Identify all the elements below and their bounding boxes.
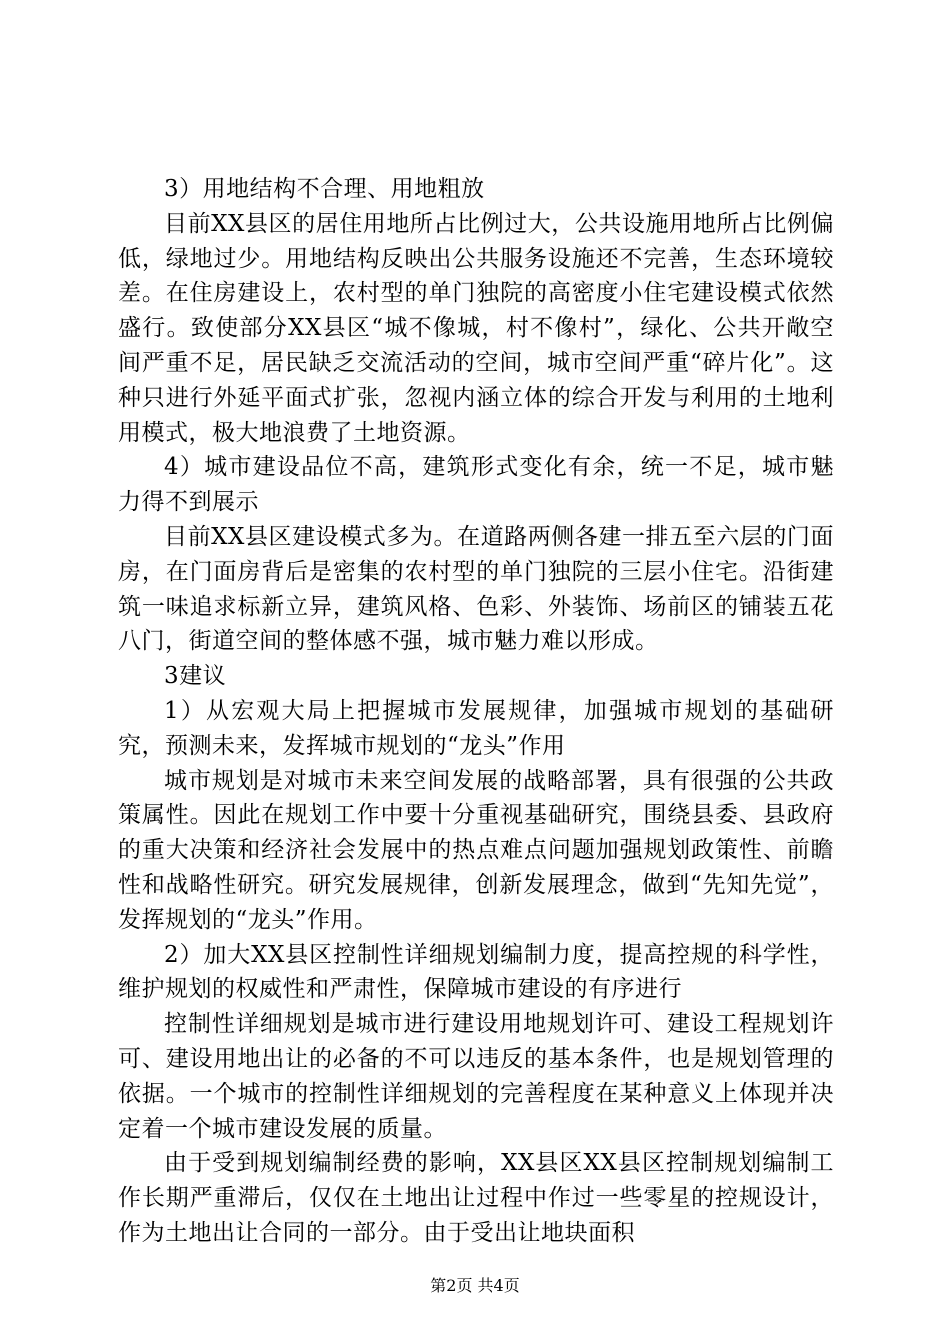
paragraph-land-use: 目前XX县区的居住用地所占比例过大，公共设施用地所占比例偏低，绿地过少。用地结构反映出公共服务设施还不完善，生态环境较差。在住房建设上，农村型的单门独院的高密度小住宅建设模式依然盛行。致使部分XX县区“城不像城，村不像村”，绿化、公共开敞空间严重不足，居民缺乏交流活动的空间，城市空间严重“碎片化”。这种只进行外延平面式扩张，忽视内涵立体的综合开发与利用的土地利用模式，极大地浪费了土地资源。 (118, 210, 834, 446)
paragraph-funding-impact: 由于受到规划编制经费的影响，XX县区XX县区控制规划编制工作长期严重滞后，仅仅在土地出让过程中作过一些零星的控规设计，作为土地出让合同的一部分。由于受出让地块面积 (118, 1150, 834, 1246)
paragraph-regulatory-detail: 控制性详细规划是城市进行建设用地规划许可、建设工程规划许可、建设用地出让的必备的不可以违反的基本条件，也是规划管理的依据。一个城市的控制性详细规划的完善程度在某种意义上体现并决定着一个城市建设发展的质量。 (118, 1011, 834, 1142)
subheading-regulatory-planning: 2）加大XX县区控制性详细规划编制力度，提高控规的科学性，维护规划的权威性和严肃性，保障城市建设的有序进行 (118, 941, 834, 1003)
paragraph-urban-planning: 城市规划是对城市未来空间发展的战略部署，具有很强的公共政策属性。因此在规划工作中要十分重视基础研究，围绕县委、县政府的重大决策和经济社会发展中的热点难点问题加强规划政策性、前瞻性和战略性研究。研究发展规律，创新发展理念，做到“先知先觉”，发挥规划的“龙头”作用。 (118, 767, 834, 933)
section-heading-land-structure: 3）用地结构不合理、用地粗放 (164, 176, 485, 202)
section-heading-urban-quality: 4）城市建设品位不高，建筑形式变化有余，统一不足，城市魅力得不到展示 (118, 454, 834, 516)
subheading-macro-planning: 1）从宏观大局上把握城市发展规律，加强城市规划的基础研究，预测未来，发挥城市规划的“龙头”作用 (118, 697, 834, 759)
paragraph-construction-mode: 目前XX县区建设模式多为。在道路两侧各建一排五至六层的门面房，在门面房背后是密集的农村型的单门独院的三层小住宅。沿街建筑一味追求标新立异，建筑风格、色彩、外装饰、场前区的铺装五花八门，街道空间的整体感不强，城市魅力难以形成。 (118, 523, 834, 655)
section-heading-suggestions: 3建议 (164, 663, 227, 690)
page-number-footer: 第2页 共4页 (430, 1276, 520, 1295)
document-body (118, 172, 834, 1251)
